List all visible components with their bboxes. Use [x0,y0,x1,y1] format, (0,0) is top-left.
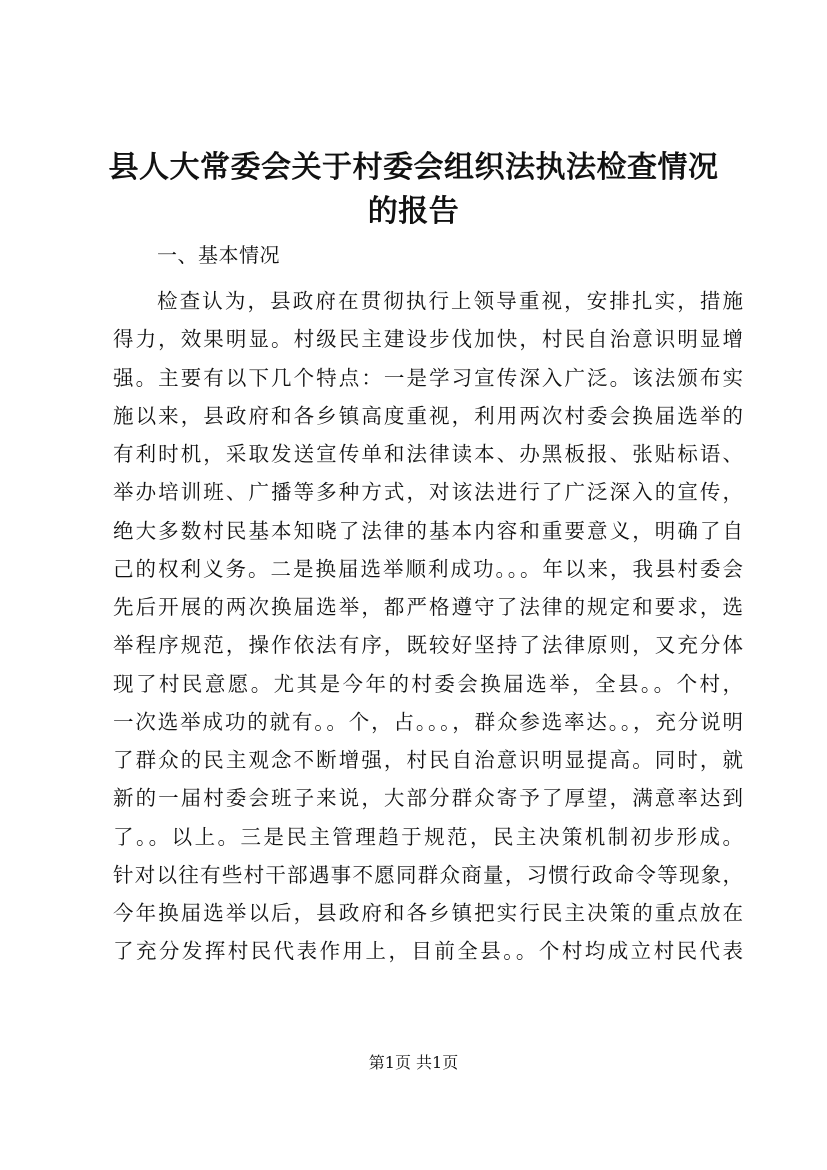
body-line: 一次选举成功的就有。。个，占。。。，群众参选率达。。，充分说明 [113,709,743,734]
body-line: 施以来，县政府和各乡镇高度重视，利用两次村委会换届选举的 [113,403,743,428]
body-line: 先后开展的两次换届选举，都严格遵守了法律的规定和要求，选 [113,595,743,619]
body-line: 得力，效果明显。村级民主建设步伐加快，村民自治意识明显增 [113,327,743,352]
body-line: 新的一届村委会班子来说，大部分群众寄予了厚望，满意率达到 [113,786,743,811]
body-paragraph [113,282,743,971]
body-line: 强。主要有以下几个特点：一是学习宣传深入广泛。该法颁布实 [113,365,743,390]
page-footer: 第1页 共1页 [368,1053,459,1072]
body-line: 了群众的民主观念不断增强，村民自治意识明显提高。同时，就 [113,748,743,772]
section-heading: 一、基本情况 [157,243,280,267]
body-line: 检查认为，县政府在贯彻执行上领导重视，安排扎实，措施 [157,289,743,313]
title-line-1: 县人大常委会关于村委会组织法执法检查情况 [108,150,719,185]
body-line: 现了村民意愿。尤其是今年的村委会换届选举，全县。。个村， [113,671,743,696]
body-line: 了。。以上。三是民主管理趋于规范，民主决策机制初步形成。 [113,824,743,849]
body-line: 针对以往有些村干部遇事不愿同群众商量，习惯行政命令等现象， [113,862,743,887]
body-line: 了充分发挥村民代表作用上，目前全县。。个村均成立村民代表 [113,939,743,964]
body-line: 举程序规范，操作依法有序，既较好坚持了法律原则，又充分体 [113,633,743,658]
body-line: 举办培训班、广播等多种方式，对该法进行了广泛深入的宣传， [113,480,743,505]
body-line: 绝大多数村民基本知晓了法律的基本内容和重要意义，明确了自 [113,518,743,543]
body-line: 今年换届选举以后，县政府和各乡镇把实行民主决策的重点放在 [113,901,743,925]
body-line: 己的权利义务。二是换届选举顺利成功。。。年以来，我县村委会 [113,556,743,581]
title-line-2: 的报告 [367,194,460,229]
document-title [100,146,727,234]
body-line: 有利时机，采取发送宣传单和法律读本、办黑板报、张贴标语、 [113,442,743,466]
